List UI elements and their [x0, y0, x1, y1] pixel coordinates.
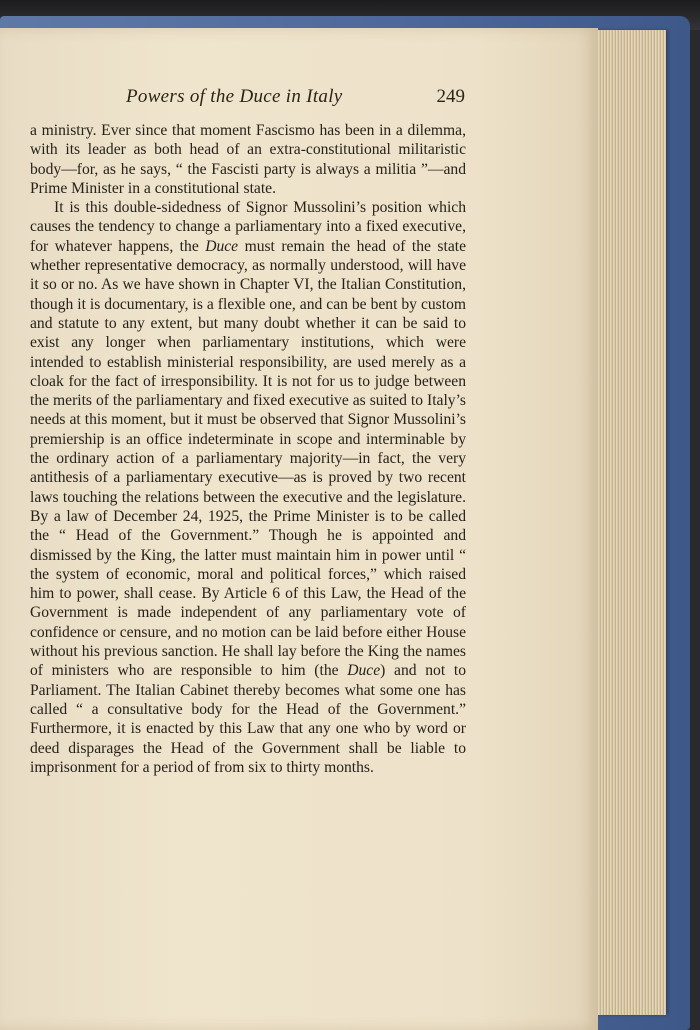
paragraph-2	[30, 198, 466, 777]
duce-term: Duce	[347, 662, 381, 680]
page-header	[120, 86, 465, 116]
page-number: 249	[436, 86, 465, 107]
paragraph-1: a ministry. Ever since that moment Fascismo has been in a dilemma, with its leader as both head of an extra-constitutional militaristic body—for, as he says, “ the Fascisti party is always a militia ”—and Prime Minister in a constitutional state.	[30, 122, 466, 197]
body-text	[30, 121, 466, 777]
duce-term: Duce	[205, 237, 239, 255]
paragraph-2-part-a: It is this double-sidedness of Signor Mussolini’s position which causes the tendency to change a parliamentary into a fixed executive, for whatever happens, the	[30, 199, 466, 255]
running-title: Powers of the Duce in Italy	[126, 86, 343, 107]
paragraph-2-part-c: ) and not to Parliament. The Italian Cabinet thereby becomes what some one has called “ a consultative body for the Head of the Government.” Furthermore, it is enacted by this Law that any one who by word or deed disparages the Head of the Government shall be liable to imprisonment for a period of from six to thirty months.	[30, 662, 466, 776]
paragraph-2-part-b: must remain the head of the state whether representative democracy, as normally understood, will have it so or no. As we have shown in Chapter VI, the Italian Constitution, though it is documentary, is a flexible one, and can be bent by custom and statute to any extent, but many doubt whether it can be said to exist any longer when parliamentary institutions, which were intended to establish ministerial responsibility, are used merely as a cloak for the fact of irresponsibility. It is not for us to judge between the merits of the parliamentary and fixed executive as suited to Italy’s needs at this moment, but it must be observed that Signor Mussolini’s premiership is an office indeterminate in scope and interminable by the ordinary action of a parliamentary majority—in fact, the very antithesis of a parliamentary executive—as is proved by two recent laws touching the relations between the executive and the legislature. By a law of December 24, 1925, the Prime Minister is to be called the “ Head of the Government.” Though he is appointed and dismissed by the King, the latter must maintain him in power until “ the system of economic, moral and political forces,” which raised him to power, shall cease. By Article 6 of this Law, the Head of the Government is made independent of any parliamentary vote of confidence or censure, and no motion can be laid before either House without his previous sanction. He shall lay before the King the names of ministers who are responsible to him (the	[30, 237, 467, 680]
page-edges	[594, 30, 666, 1015]
